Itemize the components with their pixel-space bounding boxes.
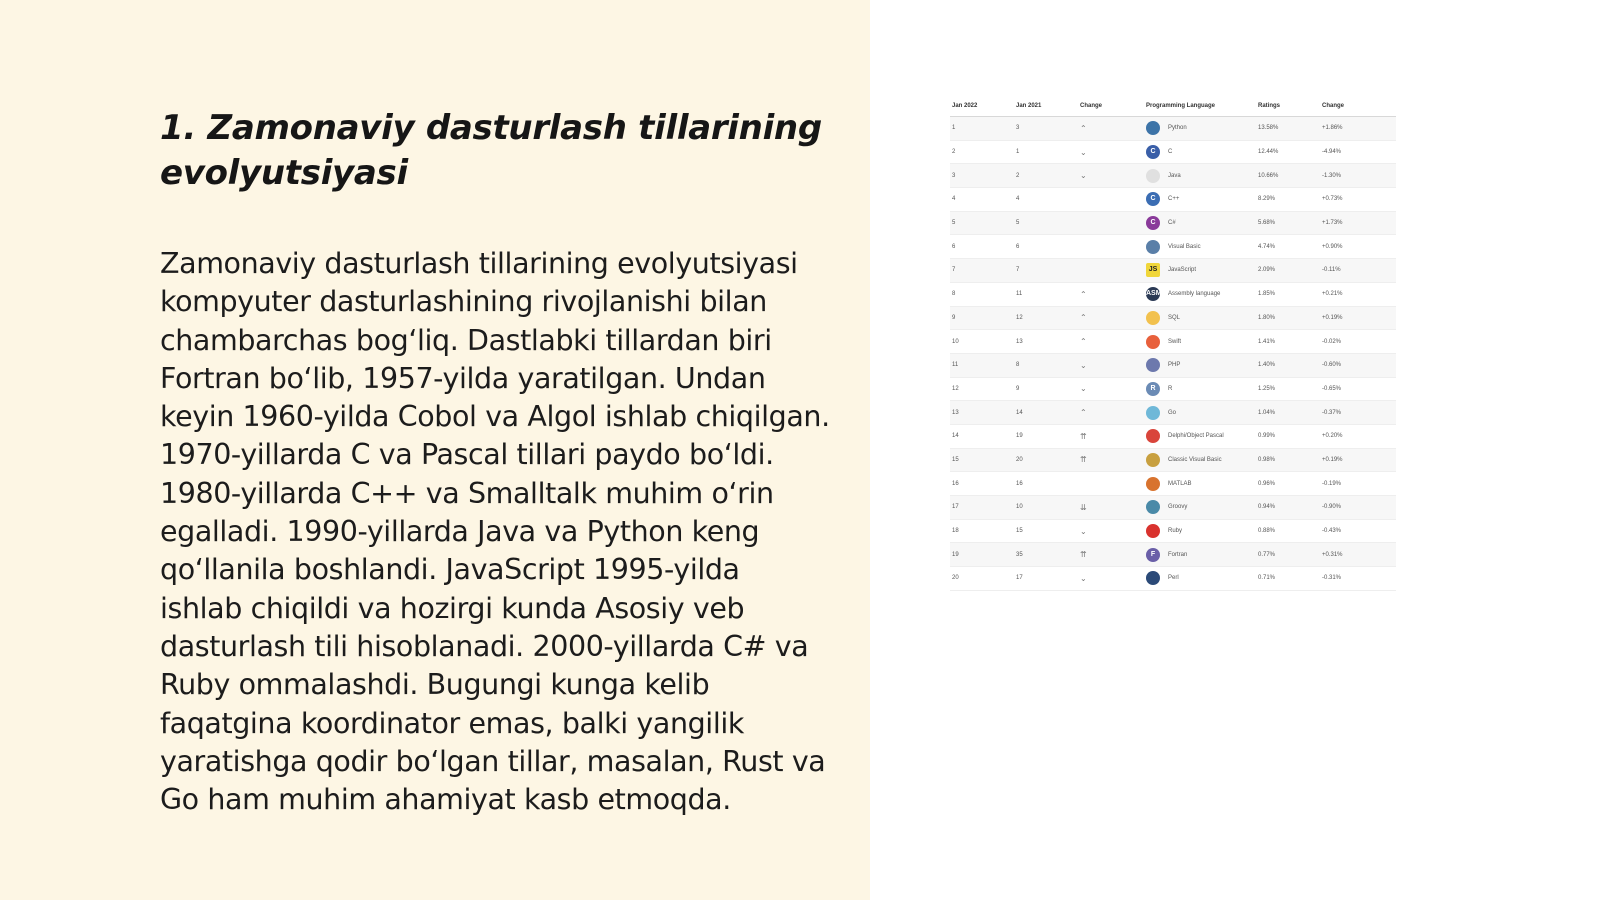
rank-jan-2022: 2 <box>950 140 1014 164</box>
rank-change-indicator: ⇊ <box>1078 496 1144 520</box>
language-name: Delphi/Object Pascal <box>1168 433 1224 440</box>
java-logo-icon <box>1146 169 1160 183</box>
language-name: Assembly language <box>1168 291 1221 298</box>
php-logo-icon <box>1146 358 1160 372</box>
rating-change-value: +0.21% <box>1320 282 1396 306</box>
language-name: C++ <box>1168 196 1180 203</box>
rank-change-indicator <box>1078 472 1144 496</box>
table-row <box>950 353 1396 377</box>
sql-logo-icon <box>1146 311 1160 325</box>
rating-change-value: -0.90% <box>1320 496 1396 520</box>
language-cell <box>1144 567 1256 591</box>
table-header-row <box>950 96 1396 117</box>
rank-jan-2021: 11 <box>1014 282 1078 306</box>
header-jan-2022: Jan 2022 <box>950 96 1014 117</box>
rank-jan-2022: 11 <box>950 353 1014 377</box>
rating-value: 0.88% <box>1256 519 1320 543</box>
rating-change-value: -0.19% <box>1320 472 1396 496</box>
rank-jan-2022: 14 <box>950 424 1014 448</box>
table-row <box>950 330 1396 354</box>
rank-change-indicator <box>1078 259 1144 283</box>
table-row <box>950 164 1396 188</box>
language-name: C <box>1168 149 1173 156</box>
rank-jan-2021: 10 <box>1014 496 1078 520</box>
rating-value: 0.77% <box>1256 543 1320 567</box>
perl-logo-icon <box>1146 571 1160 585</box>
language-cell <box>1144 543 1256 567</box>
rating-value: 5.68% <box>1256 211 1320 235</box>
rank-jan-2022: 3 <box>950 164 1014 188</box>
rating-change-value: +0.19% <box>1320 306 1396 330</box>
header-ratings: Ratings <box>1256 96 1320 117</box>
ruby-logo-icon <box>1146 524 1160 538</box>
table-row <box>950 235 1396 259</box>
cpp-logo-icon: C <box>1146 192 1160 206</box>
rank-jan-2021: 4 <box>1014 188 1078 212</box>
table-row <box>950 496 1396 520</box>
language-name: Go <box>1168 409 1177 416</box>
rank-change-indicator: ⇈ <box>1078 543 1144 567</box>
table-row <box>950 211 1396 235</box>
table-body <box>950 117 1396 591</box>
rank-change-indicator: ⌃ <box>1078 282 1144 306</box>
table-row <box>950 424 1396 448</box>
language-name: PHP <box>1168 362 1181 369</box>
rating-value: 1.25% <box>1256 377 1320 401</box>
csharp-logo-icon: C <box>1146 216 1160 230</box>
rank-jan-2022: 6 <box>950 235 1014 259</box>
header-jan-2021: Jan 2021 <box>1014 96 1078 117</box>
rank-jan-2021: 7 <box>1014 259 1078 283</box>
slide-body-text: Zamonaviy dasturlash tillarining evolyutsiyasi kompyuter dasturlashining rivojlanishi bilan chambarchas bog‘liq. Dastlabki tillardan biri Fortran bo‘lib, 1957-yilda yaratilgan. Undan keyin 1960-yilda Cobol va Algol ishlab chiqilgan. 1970-yillarda C va Pascal tillari paydo bo‘ldi. 1980-yillarda C++ va Smalltalk muhim o‘rin egalladi. 1990-yillarda Java va Python keng qo‘llanila boshlandi. JavaScript 1995-yilda ishlab chiqildi va hozirgi kunda Asosiy veb dasturlash tili hisoblanadi. 2000-yillarda C# va Ruby ommalashdi. Bugungi kunga kelib faqatgina koordinator emas, balki yangilik yaratishga qodir bo‘lgan tillar, masalan, Rust va Go ham muhim ahamiyat kasb etmoqda. <box>160 247 830 817</box>
rank-change-indicator: ⌃ <box>1078 306 1144 330</box>
rank-jan-2022: 5 <box>950 211 1014 235</box>
language-cell <box>1144 353 1256 377</box>
rank-jan-2021: 5 <box>1014 211 1078 235</box>
rank-change-indicator: ⌄ <box>1078 353 1144 377</box>
rating-value: 1.40% <box>1256 353 1320 377</box>
language-name: Groovy <box>1168 504 1188 511</box>
language-cell <box>1144 117 1256 141</box>
language-name: Ruby <box>1168 528 1183 535</box>
table-row <box>950 117 1396 141</box>
rank-change-indicator <box>1078 211 1144 235</box>
rating-value: 1.04% <box>1256 401 1320 425</box>
rating-change-value: +1.86% <box>1320 117 1396 141</box>
swift-logo-icon <box>1146 335 1160 349</box>
rating-value: 0.94% <box>1256 496 1320 520</box>
rank-jan-2022: 18 <box>950 519 1014 543</box>
rank-jan-2022: 4 <box>950 188 1014 212</box>
rank-jan-2021: 19 <box>1014 424 1078 448</box>
rating-change-value: +1.73% <box>1320 211 1396 235</box>
language-name: Fortran <box>1168 551 1188 558</box>
python-logo-icon <box>1146 121 1160 135</box>
language-name: Classic Visual Basic <box>1168 456 1222 463</box>
rank-change-indicator: ⌄ <box>1078 140 1144 164</box>
language-cell <box>1144 330 1256 354</box>
language-name: Python <box>1168 125 1187 132</box>
rank-change-indicator: ⇈ <box>1078 424 1144 448</box>
classic-visual-basic-logo-icon <box>1146 453 1160 467</box>
rank-jan-2021: 9 <box>1014 377 1078 401</box>
rating-value: 0.99% <box>1256 424 1320 448</box>
rank-jan-2022: 10 <box>950 330 1014 354</box>
rating-value: 4.74% <box>1256 235 1320 259</box>
rank-jan-2021: 16 <box>1014 472 1078 496</box>
rating-change-value: -0.43% <box>1320 519 1396 543</box>
language-name: SQL <box>1168 314 1181 321</box>
language-cell <box>1144 306 1256 330</box>
rating-change-value: -1.30% <box>1320 164 1396 188</box>
language-name: JavaScript <box>1168 267 1197 274</box>
rating-value: 13.58% <box>1256 117 1320 141</box>
rank-change-indicator <box>1078 188 1144 212</box>
rank-jan-2022: 1 <box>950 117 1014 141</box>
rank-jan-2021: 17 <box>1014 567 1078 591</box>
language-cell <box>1144 377 1256 401</box>
language-name: Swift <box>1168 338 1182 345</box>
table-row <box>950 377 1396 401</box>
rank-change-indicator: ⌃ <box>1078 117 1144 141</box>
rank-jan-2022: 8 <box>950 282 1014 306</box>
rating-change-value: +0.19% <box>1320 448 1396 472</box>
rank-change-indicator: ⌄ <box>1078 164 1144 188</box>
language-cell <box>1144 259 1256 283</box>
table-row <box>950 448 1396 472</box>
rank-jan-2022: 17 <box>950 496 1014 520</box>
language-name: R <box>1168 385 1173 392</box>
header-change-percent: Change <box>1320 96 1396 117</box>
table-row <box>950 140 1396 164</box>
header-change: Change <box>1078 96 1144 117</box>
rank-jan-2021: 14 <box>1014 401 1078 425</box>
go-logo-icon <box>1146 406 1160 420</box>
table-row <box>950 567 1396 591</box>
language-ranking-table <box>950 96 1396 591</box>
rating-change-value: -0.31% <box>1320 567 1396 591</box>
rank-jan-2021: 2 <box>1014 164 1078 188</box>
language-name: Perl <box>1168 575 1179 582</box>
rank-jan-2021: 20 <box>1014 448 1078 472</box>
rating-change-value: -0.11% <box>1320 259 1396 283</box>
c-logo-icon: C <box>1146 145 1160 159</box>
table-row <box>950 306 1396 330</box>
table-row <box>950 188 1396 212</box>
rank-jan-2022: 9 <box>950 306 1014 330</box>
language-name: Visual Basic <box>1168 243 1201 250</box>
language-cell <box>1144 496 1256 520</box>
rank-jan-2022: 16 <box>950 472 1014 496</box>
rating-value: 1.41% <box>1256 330 1320 354</box>
table-row <box>950 543 1396 567</box>
javascript-logo-icon: JS <box>1146 263 1160 277</box>
rating-value: 0.71% <box>1256 567 1320 591</box>
rating-value: 0.96% <box>1256 472 1320 496</box>
rank-jan-2022: 19 <box>950 543 1014 567</box>
language-name: C# <box>1168 220 1176 227</box>
language-name: Java <box>1168 172 1181 179</box>
rank-jan-2021: 15 <box>1014 519 1078 543</box>
assembly-logo-icon: ASM <box>1146 287 1160 301</box>
rank-jan-2022: 15 <box>950 448 1014 472</box>
rank-jan-2021: 35 <box>1014 543 1078 567</box>
language-cell <box>1144 164 1256 188</box>
language-cell <box>1144 519 1256 543</box>
table-row <box>950 401 1396 425</box>
rating-value: 1.85% <box>1256 282 1320 306</box>
rank-change-indicator <box>1078 235 1144 259</box>
rank-jan-2022: 20 <box>950 567 1014 591</box>
language-ranking-table-image <box>950 96 1396 591</box>
rating-change-value: +0.73% <box>1320 188 1396 212</box>
language-cell <box>1144 235 1256 259</box>
rating-change-value: -0.02% <box>1320 330 1396 354</box>
rating-value: 8.29% <box>1256 188 1320 212</box>
rank-jan-2022: 13 <box>950 401 1014 425</box>
rank-jan-2021: 1 <box>1014 140 1078 164</box>
rating-value: 0.98% <box>1256 448 1320 472</box>
language-cell <box>1144 282 1256 306</box>
table-row <box>950 282 1396 306</box>
rating-change-value: +0.31% <box>1320 543 1396 567</box>
rank-jan-2021: 3 <box>1014 117 1078 141</box>
rank-change-indicator: ⌄ <box>1078 567 1144 591</box>
rating-value: 1.80% <box>1256 306 1320 330</box>
language-name: MATLAB <box>1168 480 1192 487</box>
rating-value: 12.44% <box>1256 140 1320 164</box>
rating-change-value: -0.60% <box>1320 353 1396 377</box>
table-row <box>950 519 1396 543</box>
language-cell <box>1144 211 1256 235</box>
rank-jan-2022: 7 <box>950 259 1014 283</box>
rank-jan-2021: 6 <box>1014 235 1078 259</box>
slide-title: 1. Zamonaviy dasturlash tillarining evolyutsiyasi <box>160 108 822 193</box>
visual-basic-logo-icon <box>1146 240 1160 254</box>
delphi-logo-icon <box>1146 429 1160 443</box>
rank-jan-2022: 12 <box>950 377 1014 401</box>
rank-change-indicator: ⇈ <box>1078 448 1144 472</box>
rating-value: 10.66% <box>1256 164 1320 188</box>
rating-change-value: -0.65% <box>1320 377 1396 401</box>
rank-jan-2021: 12 <box>1014 306 1078 330</box>
language-cell <box>1144 188 1256 212</box>
rank-change-indicator: ⌄ <box>1078 519 1144 543</box>
rank-change-indicator: ⌄ <box>1078 377 1144 401</box>
groovy-logo-icon <box>1146 500 1160 514</box>
language-cell <box>1144 140 1256 164</box>
table-row <box>950 472 1396 496</box>
rank-change-indicator: ⌃ <box>1078 401 1144 425</box>
language-cell <box>1144 448 1256 472</box>
rank-change-indicator: ⌃ <box>1078 330 1144 354</box>
rating-value: 2.09% <box>1256 259 1320 283</box>
language-cell <box>1144 472 1256 496</box>
rating-change-value: -0.37% <box>1320 401 1396 425</box>
rank-jan-2021: 8 <box>1014 353 1078 377</box>
language-cell <box>1144 424 1256 448</box>
rank-jan-2021: 13 <box>1014 330 1078 354</box>
fortran-logo-icon: F <box>1146 548 1160 562</box>
header-programming-language: Programming Language <box>1144 96 1256 117</box>
rating-change-value: +0.20% <box>1320 424 1396 448</box>
language-cell <box>1144 401 1256 425</box>
table-row <box>950 259 1396 283</box>
r-logo-icon: R <box>1146 382 1160 396</box>
rating-change-value: +0.90% <box>1320 235 1396 259</box>
matlab-logo-icon <box>1146 477 1160 491</box>
rating-change-value: -4.94% <box>1320 140 1396 164</box>
